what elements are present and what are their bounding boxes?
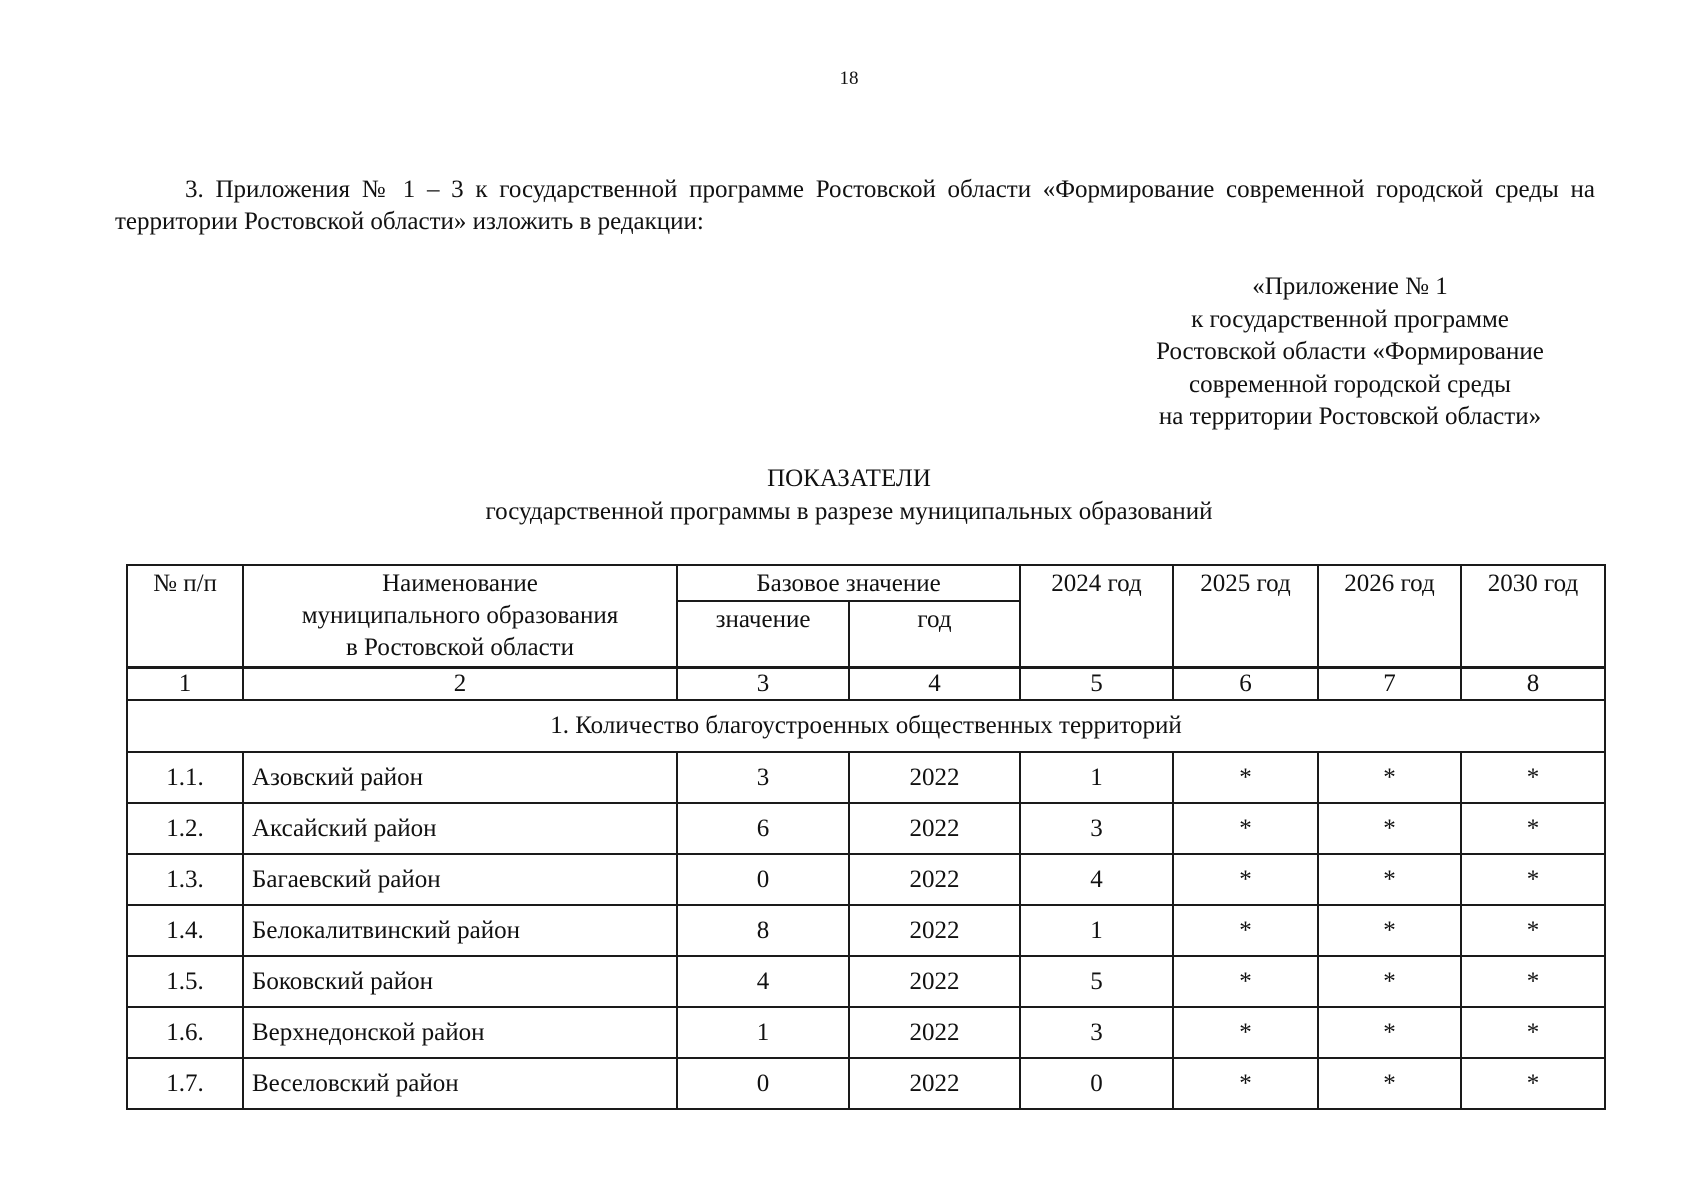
value-2030: * — [1461, 803, 1605, 854]
base-year: 2022 — [849, 752, 1020, 803]
municipality-name: Белокалитвинский район — [243, 905, 677, 956]
base-value: 0 — [677, 1058, 849, 1109]
municipality-name: Азовский район — [243, 752, 677, 803]
table-subheading: государственной программы в разрезе муниципальных образований — [485, 498, 1213, 525]
value-2025: * — [1173, 803, 1318, 854]
value-2024: 5 — [1020, 956, 1173, 1007]
table-row — [127, 905, 1605, 956]
column-number: 1 — [127, 668, 243, 701]
base-year: 2022 — [849, 803, 1020, 854]
value-2024: 3 — [1020, 1007, 1173, 1058]
municipality-name: Багаевский район — [243, 854, 677, 905]
header-name-line: муниципального образования — [301, 602, 619, 629]
value-2030: * — [1461, 752, 1605, 803]
municipality-name: Аксайский район — [243, 803, 677, 854]
table-row — [127, 1007, 1605, 1058]
appendix-line: на территории Ростовской области» — [1158, 403, 1542, 430]
value-2030: * — [1461, 1058, 1605, 1109]
value-2030: * — [1461, 1007, 1605, 1058]
header-2030: 2030 год — [1461, 565, 1605, 668]
column-number: 6 — [1173, 668, 1318, 701]
value-2030: * — [1461, 905, 1605, 956]
column-number: 7 — [1318, 668, 1461, 701]
base-value: 1 — [677, 1007, 849, 1058]
value-2024: 3 — [1020, 803, 1173, 854]
row-number: 1.2. — [127, 803, 243, 854]
row-number: 1.1. — [127, 752, 243, 803]
base-year: 2022 — [849, 905, 1020, 956]
base-year: 2022 — [849, 1058, 1020, 1109]
base-year: 2022 — [849, 956, 1020, 1007]
base-year: 2022 — [849, 1007, 1020, 1058]
table-row — [127, 854, 1605, 905]
value-2026: * — [1318, 803, 1461, 854]
value-2024: 0 — [1020, 1058, 1173, 1109]
table-row — [127, 803, 1605, 854]
value-2025: * — [1173, 956, 1318, 1007]
value-2025: * — [1173, 752, 1318, 803]
value-2026: * — [1318, 1058, 1461, 1109]
header-2024: 2024 год — [1020, 565, 1173, 668]
row-number: 1.6. — [127, 1007, 243, 1058]
header-2026: 2026 год — [1318, 565, 1461, 668]
value-2026: * — [1318, 1007, 1461, 1058]
section-row — [127, 700, 1605, 752]
value-2025: * — [1173, 1058, 1318, 1109]
base-value: 6 — [677, 803, 849, 854]
value-2024: 1 — [1020, 905, 1173, 956]
intro-paragraph: 3. Приложения № 1 – 3 к государственной программе Ростовской области «Формирование современной городской среды на территории Ростовской области» изложить в редакции: — [115, 176, 1595, 235]
value-2026: * — [1318, 752, 1461, 803]
row-number: 1.4. — [127, 905, 243, 956]
table-title — [0, 462, 1698, 528]
base-value: 3 — [677, 752, 849, 803]
value-2024: 1 — [1020, 752, 1173, 803]
header-base: Базовое значение — [677, 565, 1020, 601]
appendix-line: «Приложение № 1 — [1252, 273, 1448, 300]
header-name — [243, 565, 677, 668]
row-number: 1.3. — [127, 854, 243, 905]
row-number: 1.7. — [127, 1058, 243, 1109]
column-number: 5 — [1020, 668, 1173, 701]
municipality-name: Верхнедонской район — [243, 1007, 677, 1058]
municipality-name: Веселовский район — [243, 1058, 677, 1109]
header-num: № п/п — [127, 565, 243, 668]
appendix-line: Ростовской области «Формирование — [1156, 338, 1544, 365]
table-row — [127, 752, 1605, 803]
appendix-line: к государственной программе — [1191, 305, 1509, 333]
value-2030: * — [1461, 956, 1605, 1007]
appendix-line: современной городской среды — [1189, 370, 1511, 398]
value-2025: * — [1173, 854, 1318, 905]
table-row — [127, 956, 1605, 1007]
column-number-row — [127, 668, 1605, 701]
indicators-table — [126, 564, 1606, 1110]
base-value: 0 — [677, 854, 849, 905]
column-number: 4 — [849, 668, 1020, 701]
header-2025: 2025 год — [1173, 565, 1318, 668]
header-name-line: Наименование — [382, 570, 538, 597]
section-title: 1. Количество благоустроенных общественных территорий — [127, 700, 1605, 752]
header-base-value: значение — [677, 601, 849, 668]
appendix-note — [1110, 271, 1590, 434]
value-2026: * — [1318, 854, 1461, 905]
header-name-line: в Ростовской области — [346, 634, 574, 661]
row-number: 1.5. — [127, 956, 243, 1007]
base-value: 8 — [677, 905, 849, 956]
header-row — [127, 565, 1605, 601]
municipality-name: Боковский район — [243, 956, 677, 1007]
table-heading: ПОКАЗАТЕЛИ — [767, 465, 931, 492]
page-number: 18 — [839, 68, 859, 89]
value-2026: * — [1318, 905, 1461, 956]
column-number: 3 — [677, 668, 849, 701]
column-number: 2 — [243, 668, 677, 701]
base-value: 4 — [677, 956, 849, 1007]
header-base-year: год — [849, 601, 1020, 668]
base-year: 2022 — [849, 854, 1020, 905]
value-2025: * — [1173, 905, 1318, 956]
value-2026: * — [1318, 956, 1461, 1007]
value-2025: * — [1173, 1007, 1318, 1058]
table-row — [127, 1058, 1605, 1109]
column-number: 8 — [1461, 668, 1605, 701]
value-2030: * — [1461, 854, 1605, 905]
value-2024: 4 — [1020, 854, 1173, 905]
